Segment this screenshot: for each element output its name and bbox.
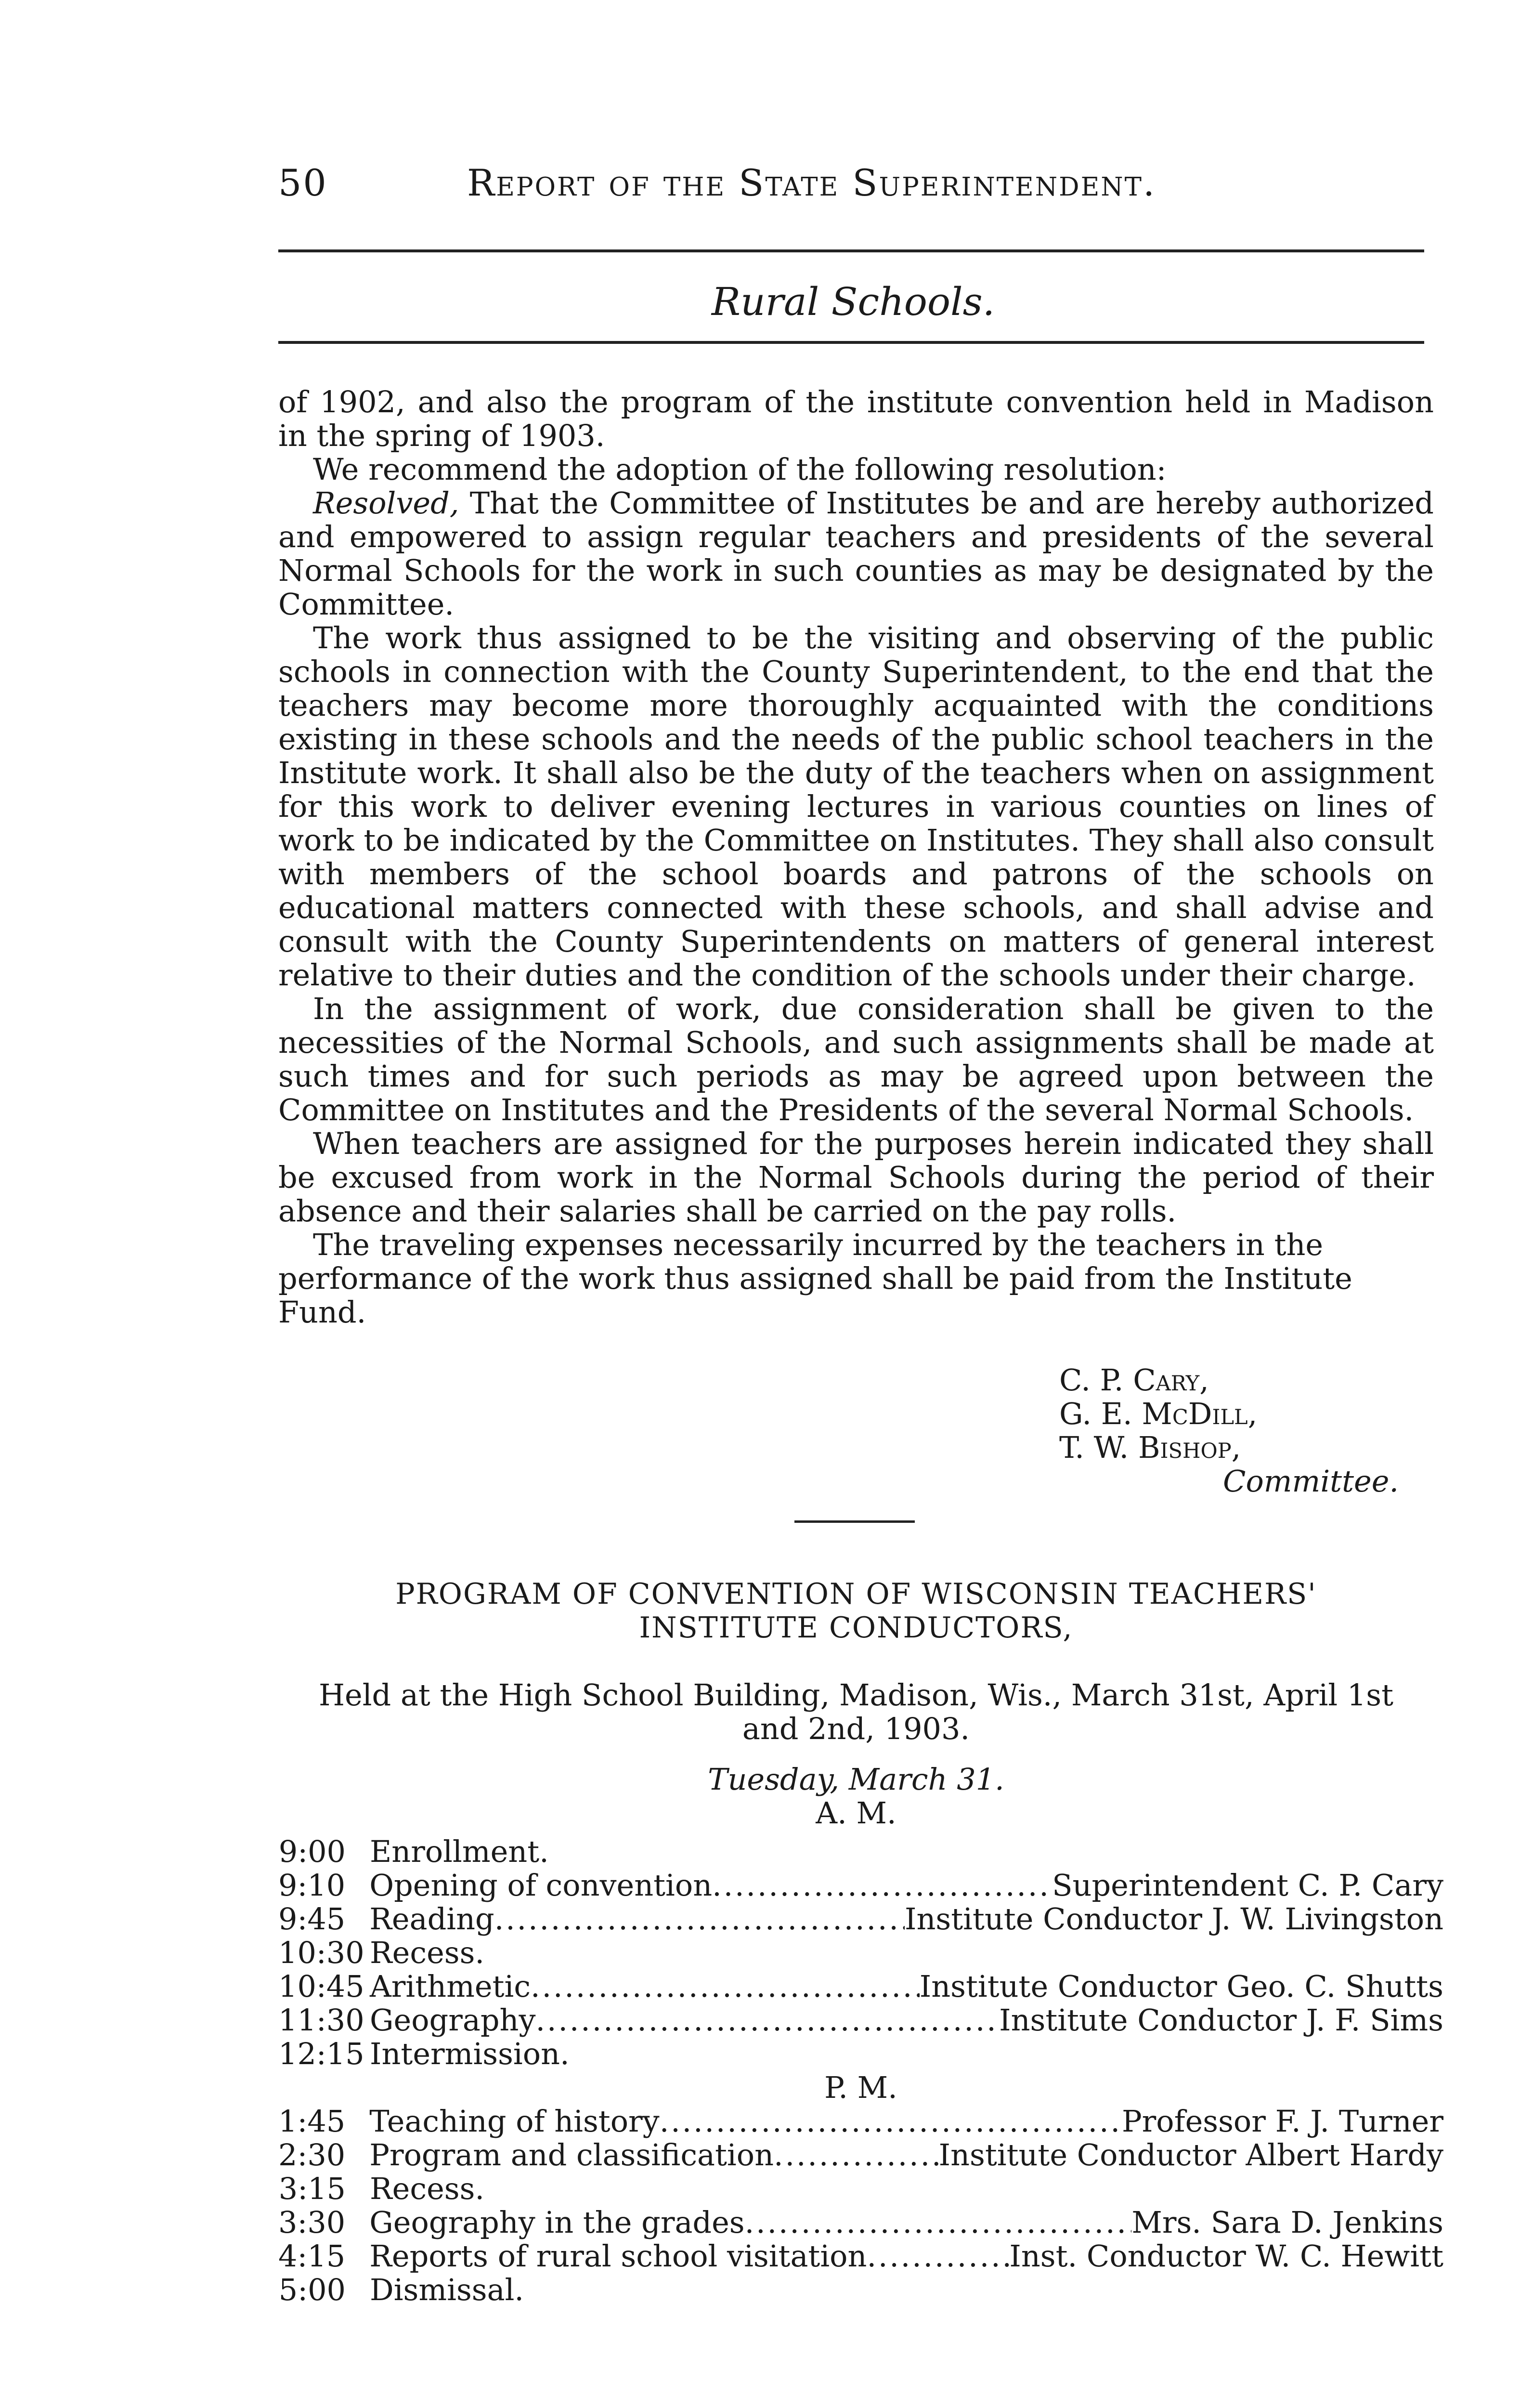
schedule-item: Arithmetic [370, 1969, 531, 2004]
resolved-lead: Resolved, [313, 485, 459, 521]
signature-role: Committee. [1223, 1464, 1399, 1499]
schedule-row [278, 2206, 1443, 2239]
schedule-time: 12:15 [278, 2036, 364, 2071]
running-title: Report of the State Superintendent. [467, 161, 1156, 204]
program-day: Tuesday, March 31. [708, 1762, 1004, 1797]
leader-dots [712, 1869, 1052, 1902]
schedule-time: 10:30 [278, 1935, 364, 1970]
program-title-line2: INSTITUTE CONDUCTORS, [639, 1611, 1073, 1645]
schedule-item: Reading [369, 1901, 494, 1937]
paragraph: When teachers are assigned for the purposes herein indicated they shall be excused from work in the Normal Schools during the period of their absence and their salaries shall be carried on the pay rolls. [278, 1126, 1434, 1229]
schedule-time: 9:00 [278, 1834, 346, 1869]
schedule-row [278, 1869, 1443, 1902]
leader-dots [531, 1970, 920, 2003]
schedule-row [278, 2138, 1443, 2172]
am-label: A. M. [816, 1795, 896, 1831]
leader-dots [494, 1902, 905, 1936]
schedule-time: 3:30 [278, 2205, 346, 2240]
schedule-item: Reports of rural school visitation [369, 2238, 867, 2274]
schedule-time: 4:15 [278, 2238, 346, 2274]
schedule-row [278, 1902, 1443, 1936]
paragraph: In the assignment of work, due consideration shall be given to the necessities of the Normal Schools, and such assignments shall be made at such times and for such periods as may be agreed upon between the Committee on Institutes and the Presidents of the several Normal Schools. [278, 991, 1434, 1127]
schedule-item: Geography [370, 2002, 536, 2038]
schedule-speaker: Mrs. Sara D. Jenkins [1131, 2205, 1443, 2240]
header-rule-top [278, 249, 1424, 252]
leader-dots [774, 2138, 939, 2172]
schedule-item: Enrollment. [370, 1834, 549, 1869]
signature-bishop: T. W. Bishop, [1059, 1430, 1241, 1465]
schedule-item: Program and classification [369, 2137, 774, 2172]
paragraph: The work thus assigned to be the visiting and observing of the public schools in connection with the County Superintendent, to the end that the teachers may become more thoroughly acquainted with the conditions existing in these schools and the needs of the public school teachers in the Institute work. It shall also be the duty of the teachers when on assignment for this work to deliver evening lectures in various counties on lines of work to be indicated by the Committee on Institutes. They shall also consult with members of the school boards and patrons of the schools on educational matters connected with these schools, and shall advise and consult with the County Superintendents on matters of general interest relative to their duties and the condition of the schools under their charge. [278, 620, 1434, 993]
held-line2: and 2nd, 1903. [742, 1711, 970, 1746]
schedule-row [278, 2037, 1443, 2071]
schedule [278, 1835, 1443, 2307]
schedule-item: Geography in the grades [369, 2205, 745, 2240]
schedule-item: Dismissal. [370, 2272, 524, 2307]
schedule-row [278, 1936, 1443, 1970]
schedule-speaker: Institute Conductor J. F. Sims [999, 2002, 1443, 2038]
schedule-item: Recess. [370, 2171, 485, 2206]
paragraph: of 1902, and also the program of the institute convention held in Madison in the spring of 1903. [278, 384, 1434, 453]
body-text [278, 385, 1434, 1329]
schedule-speaker: Professor F. J. Turner [1121, 2104, 1443, 2139]
schedule-time: 2:30 [278, 2137, 346, 2172]
schedule-time: 9:45 [278, 1901, 346, 1937]
page-number: 50 [278, 161, 328, 204]
paragraph: We recommend the adoption of the following resolution: [313, 452, 1167, 487]
schedule-row [278, 2003, 1443, 2037]
signature-mcdill: G. E. McDill, [1059, 1396, 1258, 1431]
leader-dots [745, 2206, 1132, 2239]
schedule-item: Teaching of history [369, 2104, 660, 2139]
schedule-item: Opening of convention [369, 1868, 713, 1903]
schedule-speaker: Institute Conductor Geo. C. Shutts [919, 1969, 1443, 2004]
schedule-row [278, 2273, 1443, 2307]
leader-dots [660, 2105, 1122, 2138]
schedule-time: 1:45 [278, 2104, 346, 2139]
schedule-speaker: Institute Conductor Albert Hardy [938, 2137, 1443, 2172]
schedule-item: Recess. [370, 1935, 485, 1970]
schedule-row [278, 1835, 1443, 1869]
signature-cary: C. P. Cary, [1059, 1362, 1209, 1398]
section-title: Rural Schools. [711, 279, 995, 324]
schedule-time: 10:45 [278, 1969, 364, 2004]
leader-dots [535, 2003, 999, 2037]
schedule-time: 3:15 [278, 2171, 346, 2206]
schedule-time: 5:00 [278, 2272, 346, 2307]
schedule-speaker: Inst. Conductor W. C. Hewitt [1009, 2238, 1443, 2274]
held-line1: Held at the High School Building, Madison, Wis., March 31st, April 1st [318, 1677, 1394, 1713]
program-title-line1: PROGRAM OF CONVENTION OF WISCONSIN TEACHERS' [395, 1577, 1317, 1611]
schedule-time: 9:10 [278, 1868, 346, 1903]
schedule-item: Intermission. [370, 2036, 570, 2071]
schedule-row [278, 1970, 1443, 2003]
section-divider [794, 1520, 915, 1523]
resolution-text: That the Committee of Institutes be and are hereby authorized and empowered to assign regular teachers and presidents of the several Normal Schools for the work in such counties as may be designated by the Committee. [278, 485, 1434, 622]
header-rule-bottom [278, 341, 1424, 344]
resolution-paragraph [278, 486, 1434, 621]
paragraph: The traveling expenses necessarily incurred by the teachers in the performance of the work thus assigned shall be paid from the Institute Fund. [278, 1227, 1352, 1330]
schedule-speaker: Superintendent C. P. Cary [1052, 1868, 1443, 1903]
schedule-speaker: Institute Conductor J. W. Livingston [905, 1901, 1443, 1937]
pm-label: P. M. [824, 2070, 897, 2105]
schedule-row [278, 2239, 1443, 2273]
schedule-row [278, 2105, 1443, 2138]
schedule-row [278, 2172, 1443, 2206]
leader-dots [867, 2239, 1009, 2273]
schedule-time: 11:30 [278, 2002, 364, 2038]
